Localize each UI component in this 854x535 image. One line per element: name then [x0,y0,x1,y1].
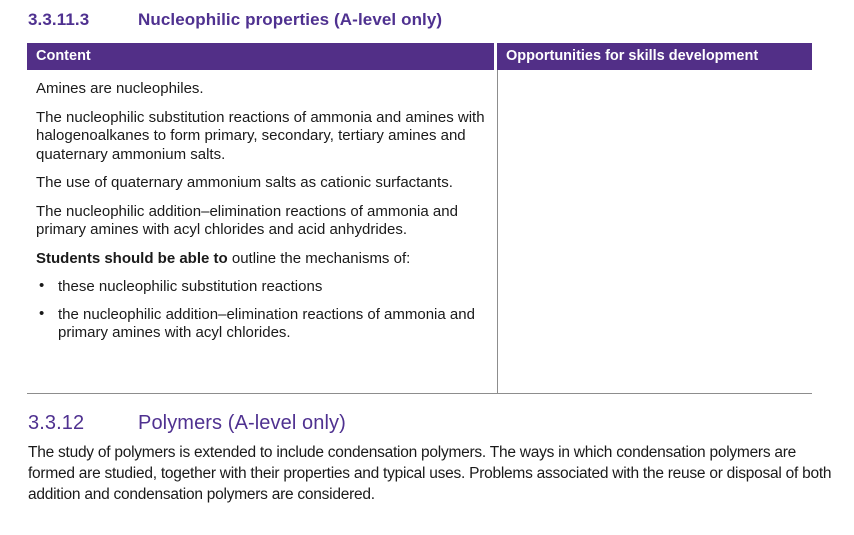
bullet-icon: • [39,304,45,322]
content-paragraph: The nucleophilic addition–elimination reactions of ammonia and primary amines with acyl chlorides and acid anhydrides. [36,202,458,238]
polymers-intro-paragraph: The study of polymers is extended to include condensation polymers. The ways in which condensation polymers are formed are studied, together with their properties and typical uses. Problems associated with the reuse or disposal of both addition and condensation polymers are considered. [28,444,832,503]
section-number: 3.3.12 [28,412,85,434]
section-title: Nucleophilic properties (A-level only) [138,10,443,29]
column-header-content: Content [27,43,494,70]
section-title: Polymers (A-level only) [138,412,346,434]
bullet-icon: • [39,277,45,294]
section-heading-nucleophilic-properties [0,0,854,30]
table-body-row [27,70,812,394]
content-paragraph: The nucleophilic substitution reactions of ammonia and amines with halogenoalkanes to form primary, secondary, tertiary amines and quaternary ammonium salts. [36,108,485,163]
students-should-lead: Students should be able to [36,249,228,267]
content-paragraph: The use of quaternary ammonium salts as cationic surfactants. [36,174,453,191]
skills-cell [497,70,812,393]
content-cell [27,70,497,393]
students-should-rest: outline the mechanisms of: [227,249,411,267]
table-header-row [27,43,812,70]
content-paragraph: Amines are nucleophiles. [36,80,204,97]
content-skills-table [27,43,812,394]
list-item-text: the nucleophilic addition–elimination reactions of ammonia and primary amines with acyl chlorides. [58,305,475,341]
list-item [36,278,485,297]
list-item [36,306,485,343]
students-should-paragraph [36,250,485,269]
section-number: 3.3.11.3 [28,10,90,29]
list-item-text: these nucleophilic substitution reactions [58,278,323,295]
section-heading-polymers [0,394,854,435]
column-header-skills: Opportunities for skills development [497,43,812,70]
